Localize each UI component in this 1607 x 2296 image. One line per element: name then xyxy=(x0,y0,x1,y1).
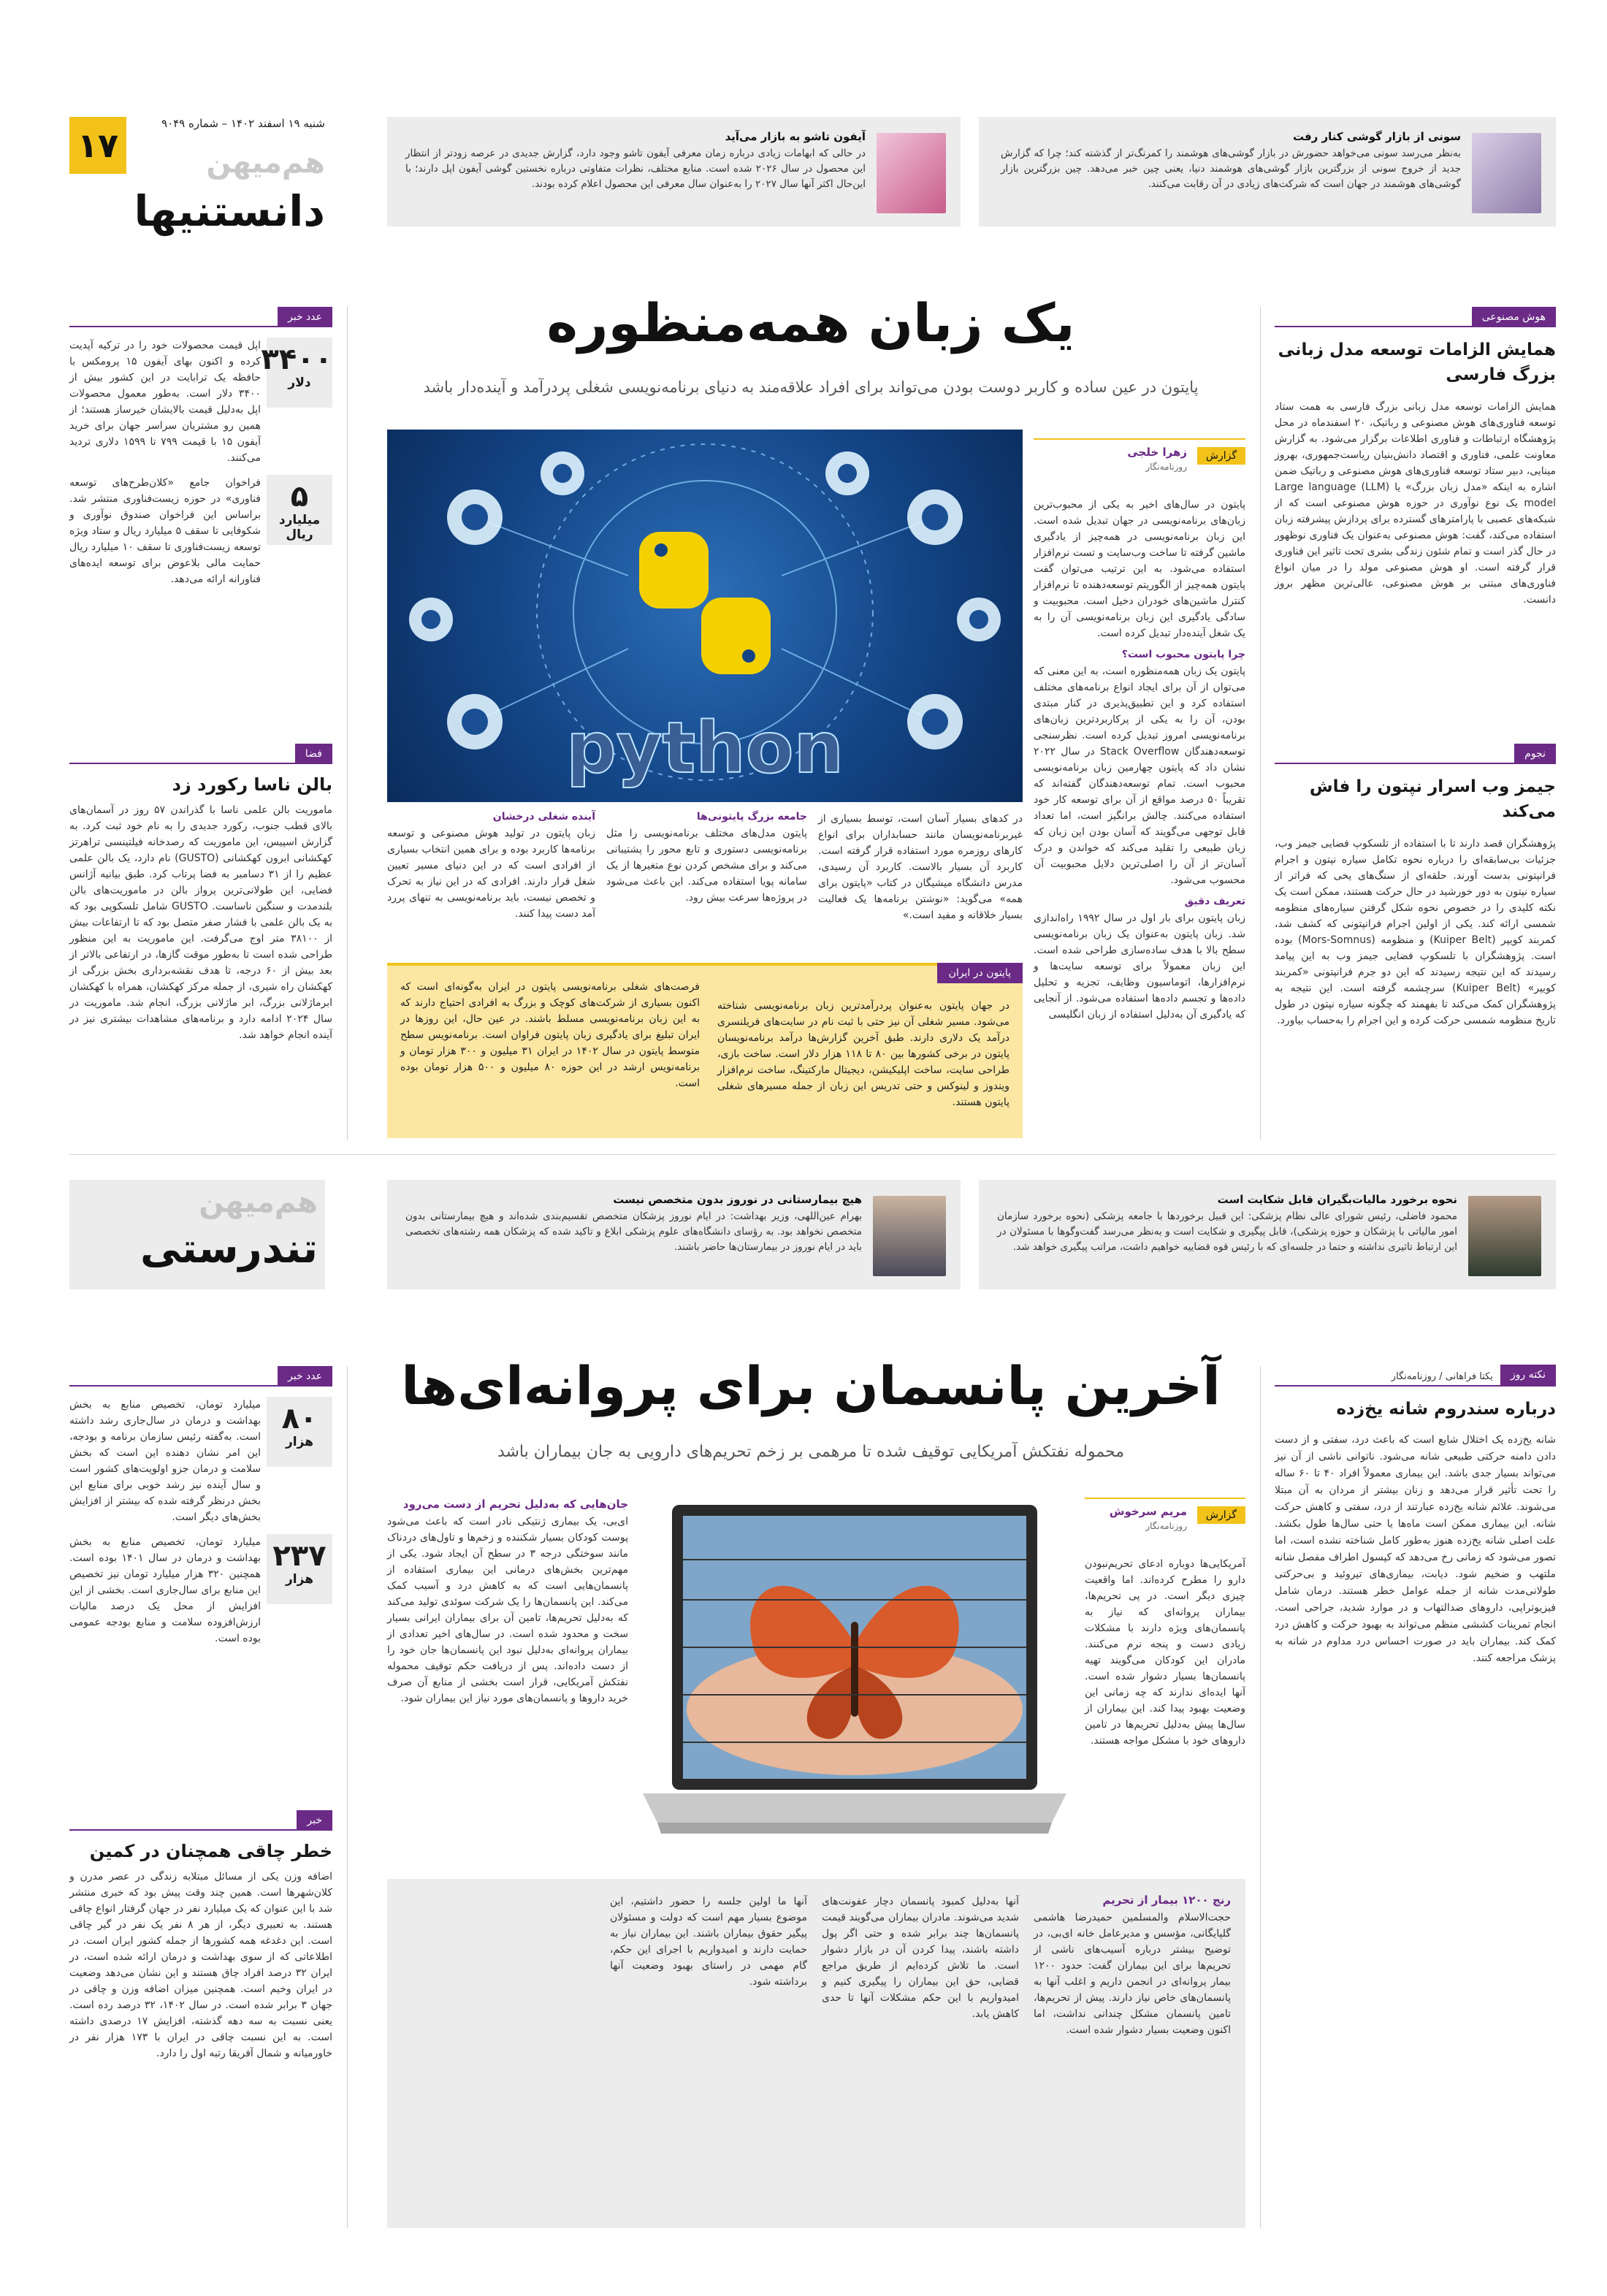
article-text: حجت‌الاسلام والمسلمین حمیدرضا هاشمی گلپایگانی، مؤسس و مدیرعامل خانه ای‌بی، در توضیح بیشتر درباره آسیب‌های ناشی از تحریم‌ها برای این بیماران گفت: حدود ۱۲۰۰ بیمار پروانه‌ای در انجمن داریم و اغلب آنها به پانسمان‌های خاص نیاز دارند. پیش از تحریم‌ها، تامین پانسمان مشکل چندانی نداشت، اما اکنون وضعیت بسیار دشوار شده است. xyxy=(1034,1912,1231,2036)
number-news-column-2 xyxy=(69,1366,332,1647)
health-brief-hospitals xyxy=(387,1180,961,1289)
main-subhead-2: محموله نفتکش آمریکایی توقیف شده تا مرهمی بر زخم تحریم‌های دارویی به جان بیماران باشد xyxy=(497,1443,1125,1461)
masthead-2 xyxy=(69,1180,325,1297)
number-text: میلیارد تومان، تخصیص منابع به بخش بهداشت و درمان در سال ۱۴۰۱ بوده است. همچنین ۳۲۰ هزار میلیارد تومان نیز تخصیص این منابع برای سال‌جاری است. بخشی از این افزایش از محل یک درصد مالیات ارزش‌افزوده سلامت و منابع بودجه عمومی بوده است. xyxy=(69,1536,261,1644)
main-subhead: پایتون در عین ساده و کاربر دوست بودن می‌تواند برای افراد علاقه‌مند به دنیای برنامه‌نویسی شغلی پردرآمد و آینده‌دار باشد xyxy=(423,378,1199,396)
number-item xyxy=(69,1397,332,1525)
number-value: ۳۴۰۰ xyxy=(261,343,332,376)
official-photo xyxy=(1468,1196,1541,1276)
page-number-box xyxy=(69,117,126,174)
news-body: همایش الزامات توسعه مدل زبانی بزرگ فارسی به همت ستاد توسعه فناوری‌های هوش مصنوعی و رباتیک، ۲۰ اسفندماه در محل پژوهشگاه ارتباطات و فناوری اطلاعات برگزار می‌شود. به گزارش معاونت علمی، فناوری و اقتصاد دانش‌بنیان ریاست‌جمهوری، بهروز مینایی، دبیر ستاد توسعه فناوری‌های هوش مصنوعی و رباتیک ضمن اشاره به اینکه «مدل زبان بزرگ» یا (LLM) Large language model یک نوع نوآوری در حوزه هوش مصنوعی است که از شبکه‌های عصبی با پارامترهای گسترده برای پردازش پیشرفته زبان استفاده می‌کند، گفت: هوش مصنوعی به‌عنوان یک فناوری نوظهور در حال گذر است و تمام شئون زندگی بشری تحت تاثیر این فناوری قرار گرفته است. او هوش مصنوعی مولد را در میان انواع فناوری‌های مبتنی بر هوش مصنوعی، عالی‌ترین مظهر بروز دانست. xyxy=(1275,401,1556,606)
brief-title: نحوه برخورد مالیات‌بگیران قابل شکایت است xyxy=(1217,1193,1457,1206)
section-title: تندرستی xyxy=(140,1225,318,1273)
section-tag: هوش مصنوعی xyxy=(1472,307,1556,327)
article-text: پایتون یک زبان همه‌منظوره است، به این معنی که می‌توان از آن برای ایجاد انواع برنامه‌های مختلف استفاده کرد و این تطبیق‌پذیری در کنار مبتدی بودن، آن را به یکی از پرکاربردترین زبان‌های برنامه‌نویسی امروز تبدیل کرده است. نظرسنجی توسعه‌دهندگان Stack Overflow در سال ۲۰۲۲ نشان داد که پایتون چهارمین زبان برنامه‌نویسی محبوب است. تمام توسعه‌دهندگان گفته‌اند که تقریباً ۵۰ درصد مواقع از آن برای توسعه کار خود استفاده می‌کنند. چالش برانگیز است، اما تعداد قابل توجهی می‌گویند که آسان بودن این زبان که زبان طبیعی را تقلید می‌کند که خواندن و درک آسان‌تر از آن را اصلی‌ترین دلایل محبوبیت آن محسوب می‌شود. xyxy=(1034,665,1246,886)
box-tag: پایتون در ایران xyxy=(937,963,1023,983)
article2-side xyxy=(387,1498,628,1706)
news-body: اضافه وزن یکی از مسائل مبتلابه زندگی در عصر مدرن و کلان‌شهرها است. همین چند وقت پیش بود که خبری منتشر شد با این عنوان که یک میلیارد نفر در جهان گرفتار انواع چاقی هستند. به تعبیری دیگر، از هر ۸ نفر یک نفر در گیر چاقی است. این دغدغه همه کشورها از جمله کشور ایران است. در اطلاعاتی که از سوی بهداشت و درمان ارائه شده است، در ایران ۳۲ درصد افراد چاق هستند و این نشان می‌دهد وضعیت در ایران وخیم است. همچنین میزان اضافه وزن و چاقی در جهان ۳ برابر شده است. در سال ۱۴۰۲، ۳۲ درصد رده است. یعنی نسبت به سه دهه گذشته، افزایش ۱۷ درصدی داشته است. به این نسبت چاقی در ایران با ۱۷۳ هزار نفر در خاورمیانه و شمال آفریقا رتبه اول را دارد. xyxy=(69,1871,332,2059)
article-text: آنها به‌دلیل کمبود پانسمان دچار عفونت‌های شدید می‌شوند. مادران بیماران می‌گویند قیمت پانسمان‌ها چند برابر شده و حتی اگر پول داشته باشند، پیدا کردن آن در بازار دشوار است. ما تلاش کرده‌ایم از طریق مراجع قضایی، حق این بیماران را پیگیری کنیم و امیدواریم با این حکم مشکلات آنها تا حدی کاهش یابد. xyxy=(822,1896,1019,2020)
number-text: فراخوان جامع «کلان‌طرح‌های توسعه فناوری» در حوزه زیست‌فناوری منتشر شد. براساس این فراخوان صندوق نوآوری و شکوفایی تا سقف ۵ میلیارد ریال و ستاد ویژه توسعه زیست‌فناوری تا سقف ۱۰ میلیارد ریال حمایت مالی بلاعوض برای توسعه ایده‌های فناورانه ارائه می‌دهد. xyxy=(69,477,261,585)
number-unit: میلیارد ریال xyxy=(278,513,321,542)
number-unit: هزار xyxy=(286,1572,313,1587)
number-news-column xyxy=(69,307,332,587)
author-role: روزنامه‌نگار xyxy=(1145,1521,1187,1531)
article-text: پایتون در سال‌های اخیر به یکی از محبوب‌ترین زبان‌های برنامه‌نویسی در جهان تبدیل شده است. این زبان برنامه‌نویسی در همه‌چیز از یادگیری ماشین گرفته تا ساخت وب‌سایت و تست نرم‌افزار استفاده می‌شود. به این ترتیب می‌توان گفت پایتون همه‌چیز از الگوریتم توسعه‌دهنده تا نرم‌افزار کنترل ماشین‌های خودران دخیل است. محبوبیت و سادگی یادگیری این زبان برنامه‌نویسی آن را به یک شغل آینده‌دار تبدیل کرده است. xyxy=(1034,499,1245,639)
number-item xyxy=(69,475,332,587)
number-value: ۲۳۷ xyxy=(272,1539,327,1573)
subsection-title: جان‌هایی که به‌دلیل تحریم از دست می‌رود xyxy=(402,1498,628,1511)
section-tag: خبر xyxy=(297,1810,332,1831)
top-brief-sony xyxy=(979,117,1556,226)
box-col xyxy=(1034,1893,1231,2038)
number-unit: دلار xyxy=(288,375,311,390)
subsection-title: چرا پایتون محبوب است؟ xyxy=(1121,649,1245,660)
obesity-news xyxy=(69,1810,332,2062)
main-headline: یک زبان همه‌منظوره xyxy=(546,292,1075,354)
article-text: پایتون مدل‌های مختلف برنامه‌نویسی را مثل برنامه‌نویسی دستوری و تابع محور را پشتیبانی می‌کند و برای مشخص کردن نوع متغیرها از یک سامانه پویا استفاده می‌کند. این باعث می‌شود در پروژه‌ها سرعت بیش رود. xyxy=(606,828,807,904)
health-brief-tax xyxy=(979,1180,1556,1289)
date-line: شنبه ۱۹ اسفند ۱۴۰۲ – شماره ۹۰۴۹ xyxy=(161,117,325,130)
number-value: ۵ xyxy=(290,480,309,514)
report-label: گزارش xyxy=(1197,1506,1245,1524)
tip-author: یکتا فراهانی / روزنامه‌نگار xyxy=(1391,1371,1493,1382)
number-item xyxy=(69,1534,332,1647)
astronomy-news xyxy=(1275,744,1556,1029)
article1-col-middle xyxy=(606,811,807,906)
subsection-title: جامعه بزرگ پایتونی‌ها xyxy=(696,811,807,823)
news-title: خطر چاقی همچنان در کمین xyxy=(89,1841,332,1861)
author-name: مریم سرخوش xyxy=(1109,1505,1187,1518)
masthead-1 xyxy=(69,117,325,248)
space-news xyxy=(69,744,332,1043)
python-logo xyxy=(639,532,771,674)
section-tag: عدد خبر xyxy=(278,307,332,327)
sony-phone-image xyxy=(1472,133,1541,213)
page-number: ۱۷ xyxy=(77,126,119,165)
report-label: گزارش xyxy=(1197,447,1245,465)
section-tag: نجوم xyxy=(1514,744,1556,764)
brief-title: هیچ بیمارستانی در نوروز بدون متخصص نیست xyxy=(613,1193,862,1206)
laptop-butterfly-image xyxy=(628,1490,1081,1870)
section-title: دانستنیها xyxy=(134,186,325,236)
number-text: میلیارد تومان، تخصیص منابع به بخش بهداشت و درمان در سال‌جاری رشد داشته است. به‌گفته رئیس سازمان برنامه و بودجه، این امر نشان دهنده این است که بخش سلامت و درمان جزو اولویت‌های کشور است و سال آینده نیز رشد خوبی برای منابع این بخش درنظر گرفته شده که بیشتر از افزایش بخش‌های دیگر است. xyxy=(69,1399,261,1523)
brief-title: سونی از بازار گوشی کنار رفت xyxy=(1292,130,1461,143)
article-text: زبان پایتون در تولید هوش مصنوعی و توسعه برنامه‌ها کاربرد بوده و برای همین انتخاب بسیاری از افرادی است که در این دنیای مسیر تعیین شغل قرار دارند. افرادی که در این نیاز به تحرک و تخصص نیست، باید برنامه‌نویسی به تنهای پررد آمد دست پیدا کنند. xyxy=(387,828,595,920)
box-text: فرصت‌های شغلی برنامه‌نویسی پایتون در ایران به‌گونه‌ای است که اکنون بسیاری از شرکت‌های کوچک و بزرگ به افرادی احتیاج دارند که به این زبان برنامه‌نویسی مسلط باشند. در عین حال، این روزها در ایران تبلیغ برای یادگیری زبان پایتون فراوان است. برنامه‌نویس سطح متوسط پایتون در سال ۱۴۰۲ در ایران ۳۱ میلیون و ۳۰۰ هزار تومان و برنامه‌نویس ارشد در این حوزه ۸۰ میلیون و ۵۰۰ هزار تومان بوده است. xyxy=(400,981,701,1089)
minister-photo xyxy=(873,1196,946,1276)
brief-body: بهرام عین‌اللهی، وزیر بهداشت: در ایام نوروز پزشکان متخصص تقسیم‌بندی شده‌اند و هیچ بیمارستانی بدون متخصص نخواهد بود. به رؤسای دانشگاه‌های علوم پزشکی ابلاغ و تاکید شده که پزشکان همه رشته‌های تخصصی باید در ایام نوروز در بیمارستان‌ها حاضر باشند. xyxy=(405,1210,862,1253)
news-title: بالن ناسا رکورد زد xyxy=(172,774,332,795)
news-body: ماموریت بالن علمی ناسا با گذراندن ۵۷ روز در آسمان‌های بالای قطب جنوب، رکورد جدیدی را به نام خود ثبت کرد. به گزارش اسپیس، این ماموریت که رصدخانه فیلتینسی تراهرتز کهکشانی ابرون کهکشانی (GUSTO) نام دارد، یک بالن علمی عظیم را از ۳۱ دسامبر به فضا پرتاب کرد. طبق بیانیه آژانس فضایی، این طولانی‌ترین پرواز بالن در ماموریت‌های بالن بلندمدت و سنگین ناساست. GUSTO شامل تلسکوپی بود که به یک بالن علمی با فشار صفر متصل بود که تا ارتفاعات بیش از ۳۸۱۰۰ متر اوج می‌گرفت. این ماموریت به این منظور طراحی شده است تا به‌طور موقت گازها، در ارتفاعی بالاتر از بعد بیش از ۶۰ درجه، تا هدف نقشه‌برداری بخش بزرگی از کهکشان راه شیری، از جمله مرکز کهکشان، همراه با کهکشان ابرماژلانی بزرگ، ابر ماژلانی بزرگ، انجام شد. ماموریت در سال ۲۰۲۴ ادامه دارد و برنامه‌های مشاهدات بیشتری نیز در آینده انجام خواهد شد. xyxy=(69,804,332,1041)
article1-byline xyxy=(1034,438,1245,482)
main-headline-2: آخرین پانسمان برای پروانه‌ای‌ها xyxy=(401,1355,1221,1416)
brief-body: در حالی که ابهامات زیادی درباره زمان معرفی آیفون تاشو وجود دارد، گزارش جدیدی در عرصه زودتر از انتظار این محصول در سال ۲۰۲۶ شده است. منابع مختلف، نظرات متفاوتی درباره نخستین گوشی آیفون اپل دارند؛ با این‌حال اکثر آنها سال ۲۰۲۷ را به‌عنوان سال معرفی این محصول اعلام کرده بودند. xyxy=(405,148,866,190)
article-text: آمریکایی‌ها دوباره ادعای تحریم‌نبودن دارو را مطرح کرده‌اند. اما واقعیت چیزی دیگر است. در پی تحریم‌ها، بیماران پروانه‌ای که نیاز به پانسمان‌های ویژه دارند با مشکلات زیادی دست و پنجه نرم می‌کنند. مادران این کودکان می‌گویند تهیه پانسمان‌ها بسیار دشوار شده است. آنها ایده‌ای ندارند که چه زمانی این وضعیت بهبود پیدا کند. این بیماران از سال‌ها پیش به‌دلیل تحریم‌ها در تامین داروهای خود با مشکل مواجه هستند. xyxy=(1085,1558,1245,1747)
subsection-title: رنج ۱۲۰۰ بیمار از تحریم xyxy=(1102,1893,1231,1907)
section-tag: عدد خبر xyxy=(278,1366,332,1387)
brand-logo: هم‌میهن xyxy=(206,146,325,180)
patients-box xyxy=(387,1879,1245,2228)
brand-logo: هم‌میهن xyxy=(199,1186,318,1219)
python-illustration xyxy=(387,430,1023,802)
section-tag: فضا xyxy=(295,744,332,764)
python-wordmark: python xyxy=(566,707,844,789)
article-text: زبان پایتون برای بار اول در سال ۱۹۹۲ راه‌اندازی شد. زبان پایتون به‌عنوان یک زبان برنامه‌نویسی سطح بالا با هدف ساده‌سازی طراحی شده است. این زبان معمولاً برای توسعه سایت‌ها و نرم‌افزارها، اتوماسیون وظایف، تجزیه و تحلیل داده‌ها و تجسم داده‌ها استفاده می‌شود. از آنجایی که یادگیری آن به‌دلیل استفاده از زبان انگلیسی xyxy=(1034,912,1246,1021)
foldable-phone-image xyxy=(877,133,946,213)
brief-title: آیفون تاشو به بازار می‌آید xyxy=(725,130,866,143)
news-title: جیمز وب اسرار نپتون را فاش می‌کند xyxy=(1309,777,1556,821)
number-text: اپل قیمت محصولات خود را در ترکیه آپدیت کرده و اکنون بهای آیفون ۱۵ پرومکس با حافظه یک ترابایت در این کشور بیش از ۳۴۰۰ دلار است. به‌طور معمول محصولات اپل به‌دلیل قیمت بالایشان خیرساز هستند؛ از همین رو مشتریان سراسر جهان برای خرید آیفون ۱۵ با قیمت ۷۹۹ تا ۱۵۹۹ دلاری تردید می‌کنند. xyxy=(69,340,262,464)
subsection-title: تعریف دقیق xyxy=(1184,896,1245,907)
box-text: در جهان پایتون به‌عنوان پردرآمدترین زبان برنامه‌نویسی شناخته می‌شود. مسیر شغلی آن نیز حتی با ثبت نام در سایت‌های فریلنسری درآمد یک دلاری دارند. طبق آخرین گزارش‌ها درآمد برنامه‌نویسان پایتون در برخی کشورها بین ۸۰ تا ۱۱۸ هزار دلار است. ساخت بازی، طراحی سایت، ساخت اپلیکیشن، دیجیتال مارکتینگ، ساخت نرم‌افزار ویندوز و لینوکس و حتی تدریس این زبان از جمله مسیرهای شغلی پایتون هستند. xyxy=(717,1000,1010,1108)
python-in-iran-box xyxy=(387,963,1023,1138)
news-body: شانه یخ‌زده یک اختلال شایع است که باعث درد، سفتی و از دست دادن دامنه حرکتی طبیعی شانه می‌شود. ناتوانی ناشی از آن نیز می‌تواند بسیار جدی باشد. این بیماری معمولاً افراد ۴۰ تا ۶۰ ساله را تحت تأثیر قرار می‌دهد و زنان بیشتر از مردان به آن مبتلا می‌شوند. علائم شانه یخ‌زده عبارتند از درد، سفتی و کاهش حرکت شانه. این بیماری ممکن است ماه‌ها یا حتی سال‌ها طول بکشد. علت اصلی شانه یخ‌زده هنوز به‌طور کامل شناخته نشده است، اما تصور می‌شود که زمانی رخ می‌دهد که کپسول اطراف مفصل شانه ملتهب و ضخیم شود. دیابت، بیماری‌های تیروئید و بی‌حرکتی طولانی‌مدت شانه از جمله عوامل خطر هستند. درمان شامل فیزیوتراپی، داروهای ضدالتهاب و در موارد شدید، جراحی است. انجام تمرینات کششی منظم می‌تواند به بهبود حرکت و کاهش درد کمک کند. بیماران باید در صورت احساس درد مداوم در شانه به پزشک مراجعه کنند. xyxy=(1275,1434,1556,1664)
brief-body: به‌نظر می‌رسد سونی می‌خواهد حضورش در بازار گوشی‌های هوشمند را کمرنگ‌تر از گذشته کند؛ چرا که گزارش جدید از خروج سونی از بزرگترین بازار گوشی‌های هوشمند دنیا، یعنی چین خبر می‌دهد. چین بزرگترین بازار گوشی‌های هوشمند در جهان است که شرکت‌های زیادی در آن رقابت می‌کنند. xyxy=(1001,148,1461,190)
laptop-graphic xyxy=(628,1490,1081,1870)
brief-body: محمود فاضلی، رئیس شورای عالی نظام پزشکی: این قبیل برخوردها با جامعه پزشکی (نحوه برخورد سازمان امور مالیاتی با پزشکان و حوزه پزشکی)، قابل پیگیری و شکایت است و به‌نظر می‌رسد گفت‌وگوها با مسئولان در این ارتباط تاثیری نداشته و حتما در جلسه‌ای که با رئیس قوه قضاییه خواهیم داشت، مراتب پیگیری خواهد شد. xyxy=(997,1210,1457,1253)
number-value: ۸۰ xyxy=(281,1402,318,1435)
article-text: ای‌بی، یک بیماری ژنتیکی نادر است که باعث می‌شود پوست کودکان بسیار شکننده و زخم‌ها و تاول‌های دردناک مانند سوختگی درجه ۳ در سطح آن ایجاد شود. یکی از مهم‌ترین بخش‌های درمانی این بیماری استفاده از پانسمان‌هایی است که به کاهش درد و آسیب کمک می‌کند. این پانسمان‌ها را یک شرکت سوئدی تولید می‌کند که به‌دلیل تحریم‌ها، تامین آن برای بیماران ایرانی بسیار سخت و محدود شده است. در سال‌های اخیر تعدادی از بیماران پروانه‌ای به‌دلیل نبود این پانسمان‌ها جان خود را از دست داده‌اند. پس از دریافت حکم توقیف محموله نفتکش آمریکایی، قرار است بخشی از منابع آن صرف خرید داروها و پانسمان‌های مورد نیاز این بیماران شود. xyxy=(387,1516,628,1704)
tip-of-day xyxy=(1275,1366,1556,1667)
ai-news xyxy=(1275,307,1556,608)
news-title: همایش الزامات توسعه مدل زبانی بزرگ فارسی xyxy=(1278,340,1556,384)
author-name: زهرا خلجی xyxy=(1127,446,1187,459)
article2-byline xyxy=(1085,1498,1245,1541)
number-unit: هزار xyxy=(286,1435,313,1449)
news-body: پژوهشگران قصد دارند تا با استفاده از تلسکوپ فضایی جیمز وب، جزئیات بی‌سابقه‌ای را درباره نحوه تکامل سیاره نپتون و اجرام فرانپتونی بدست آورند. حلقه‌ای از سنگ‌های یخی که فراتر از سیاره نپتون به دور خورشید در حال حرکت هستند، ممکن است یک نکته کلیدی را در خصوص نحوه شکل گرفتن سیاره‌های منظومه شمسی ارائه کند. یکی از اولین اجرام فرانپتونی که کشف شد، کمربند کویپر (Kuiper Belt) و منظومه (Mors-Somnus) بوده است. پژوهشگران با تلسکوپ فضایی جیمز وب به این پیامد رسیدند که این نتیجه رسیدند که این دو جرم فرانپتونی «کمربند کویپر» (Kuiper Belt) سرچشمه گرفته است. این نتیجه به پژوهشگران کمک می‌کند تا بفهمند که چگونه سیاره نپتون در طول تاریخ منظومه شمسی حرکت کرده و این اجرام را به‌حساب بیاورد. xyxy=(1275,838,1556,1026)
section-tag: نکته روز xyxy=(1500,1365,1556,1385)
article1-col-right xyxy=(1034,497,1245,1023)
author-role: روزنامه‌نگار xyxy=(1145,462,1187,472)
article-text: آنها ما اولین جلسه را حضور داشتیم، این موضوع بسیار مهم است که دولت و مسئولان پیگیر حقوق بیماران باشند. این بیماران نیاز به حمایت دارند و امیدواریم با اجرای این حکم، گام مهمی در راستای بهبود وضعیت آنها برداشته شود. xyxy=(610,1896,807,1988)
article1-col-left xyxy=(387,811,595,922)
number-item xyxy=(69,337,332,466)
subsection-title: آینده شغلی درخشان xyxy=(492,811,595,823)
news-title: درباره سندروم شانه یخ‌زده xyxy=(1336,1400,1556,1419)
article-text: در کدهای بسیار آسان است، توسط بسیاری از غیربرنامه‌نویسان مانند حسابداران برای انواع کارهای روزمره مورد استفاده قرار گرفته است. کاربرد آن بسیار بالاست. کاربرد آن رسیدی، مدرس دانشگاه میشیگان در کتاب «پایتون برای همه» می‌گوید: «نوشتن برنامه‌ها یک فعالیت بسیار خلاقانه و مفید است.» xyxy=(818,813,1023,921)
top-brief-iphone xyxy=(387,117,961,226)
